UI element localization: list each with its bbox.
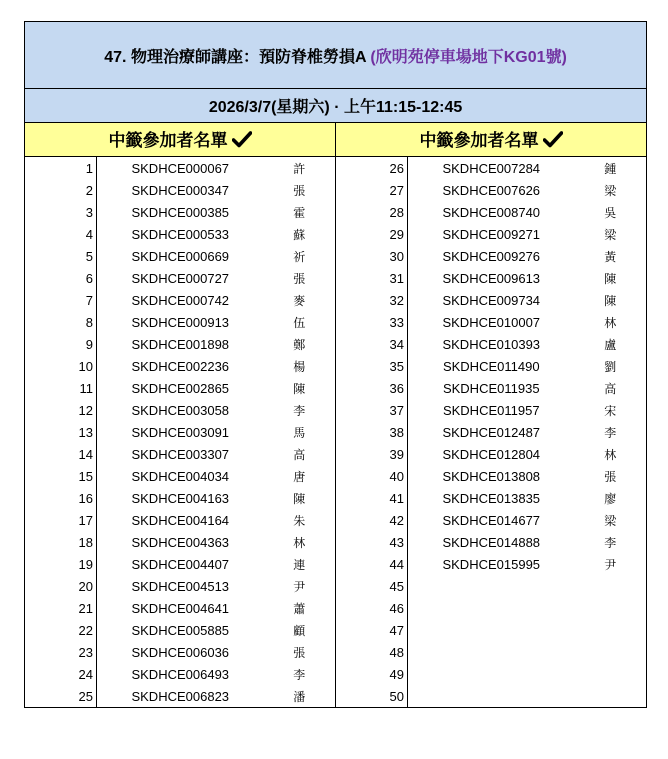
right-entry-number: 31 [336, 267, 408, 289]
right-entry-code: SKDHCE011957 [408, 399, 575, 421]
right-entry-name: 林 [575, 311, 647, 333]
right-entry-code: SKDHCE013835 [408, 487, 575, 509]
left-entry-number: 23 [25, 641, 97, 663]
table-row [25, 619, 647, 641]
right-entry-name: 陳 [575, 267, 647, 289]
left-entry-name: 鄭 [264, 333, 336, 355]
page-title [25, 22, 647, 89]
table-row [25, 487, 647, 509]
right-entry-code: SKDHCE014677 [408, 509, 575, 531]
right-entry-name: 張 [575, 465, 647, 487]
left-entry-number: 5 [25, 245, 97, 267]
table-row [25, 157, 647, 180]
left-entry-number: 10 [25, 355, 97, 377]
right-entry-code [408, 597, 575, 619]
left-entry-name: 林 [264, 531, 336, 553]
left-entry-name: 顧 [264, 619, 336, 641]
table-row [25, 245, 647, 267]
right-entry-name: 李 [575, 531, 647, 553]
right-entry-name [575, 575, 647, 597]
left-entry-code: SKDHCE002865 [97, 377, 264, 399]
table-row [25, 465, 647, 487]
left-entry-number: 18 [25, 531, 97, 553]
left-entry-name: 張 [264, 641, 336, 663]
left-entry-code: SKDHCE002236 [97, 355, 264, 377]
left-entry-name: 楊 [264, 355, 336, 377]
left-entry-number: 4 [25, 223, 97, 245]
left-entry-number: 20 [25, 575, 97, 597]
right-header-label: 中籤參加者名單 [419, 131, 539, 150]
left-entry-code: SKDHCE000067 [97, 157, 264, 180]
left-entry-number: 8 [25, 311, 97, 333]
table-row [25, 421, 647, 443]
left-entry-code: SKDHCE005885 [97, 619, 264, 641]
right-entry-number: 40 [336, 465, 408, 487]
right-entry-name: 尹 [575, 553, 647, 575]
right-entry-code [408, 575, 575, 597]
left-entry-name: 伍 [264, 311, 336, 333]
table-row [25, 223, 647, 245]
right-entry-code: SKDHCE011935 [408, 377, 575, 399]
right-entry-name: 梁 [575, 223, 647, 245]
left-entry-code: SKDHCE003058 [97, 399, 264, 421]
right-entry-code: SKDHCE007626 [408, 179, 575, 201]
left-entry-number: 9 [25, 333, 97, 355]
left-entry-name: 朱 [264, 509, 336, 531]
table-row [25, 597, 647, 619]
table-row [25, 663, 647, 685]
left-entry-number: 16 [25, 487, 97, 509]
table-row [25, 553, 647, 575]
table-row [25, 575, 647, 597]
table-row [25, 355, 647, 377]
left-entry-number: 22 [25, 619, 97, 641]
check-icon [543, 131, 563, 153]
right-entry-code: SKDHCE011490 [408, 355, 575, 377]
right-entry-number: 26 [336, 157, 408, 180]
right-entry-code: SKDHCE009734 [408, 289, 575, 311]
check-icon [232, 131, 252, 153]
left-entry-number: 24 [25, 663, 97, 685]
left-entry-number: 19 [25, 553, 97, 575]
left-entry-name: 麥 [264, 289, 336, 311]
right-entry-name: 林 [575, 443, 647, 465]
left-entry-code: SKDHCE000727 [97, 267, 264, 289]
left-entry-number: 12 [25, 399, 97, 421]
right-entry-number: 32 [336, 289, 408, 311]
title-row [25, 22, 647, 89]
left-entry-number: 11 [25, 377, 97, 399]
left-entry-number: 21 [25, 597, 97, 619]
left-entry-code: SKDHCE006823 [97, 685, 264, 708]
left-entry-code: SKDHCE004163 [97, 487, 264, 509]
table-row [25, 179, 647, 201]
table-row [25, 289, 647, 311]
left-entry-name: 許 [264, 157, 336, 180]
right-entry-code: SKDHCE015995 [408, 553, 575, 575]
left-entry-name: 潘 [264, 685, 336, 708]
right-entry-number: 38 [336, 421, 408, 443]
right-entry-code: SKDHCE012487 [408, 421, 575, 443]
left-entry-code: SKDHCE000385 [97, 201, 264, 223]
left-entry-code: SKDHCE000913 [97, 311, 264, 333]
right-entry-number: 37 [336, 399, 408, 421]
right-entry-name [575, 663, 647, 685]
left-entry-name: 連 [264, 553, 336, 575]
right-entry-code: SKDHCE009613 [408, 267, 575, 289]
left-entry-name: 高 [264, 443, 336, 465]
table-row [25, 685, 647, 708]
right-entry-name [575, 641, 647, 663]
left-entry-code: SKDHCE004164 [97, 509, 264, 531]
left-entry-code: SKDHCE000669 [97, 245, 264, 267]
left-entry-code: SKDHCE000742 [97, 289, 264, 311]
right-entry-number: 27 [336, 179, 408, 201]
left-entry-name: 唐 [264, 465, 336, 487]
left-entry-number: 14 [25, 443, 97, 465]
right-entry-name [575, 597, 647, 619]
left-entry-name: 陳 [264, 487, 336, 509]
left-entry-code: SKDHCE004363 [97, 531, 264, 553]
table-row [25, 531, 647, 553]
right-entry-number: 35 [336, 355, 408, 377]
right-entry-code: SKDHCE014888 [408, 531, 575, 553]
left-entry-code: SKDHCE004513 [97, 575, 264, 597]
right-entry-name [575, 685, 647, 708]
left-entry-name: 張 [264, 179, 336, 201]
left-entry-number: 25 [25, 685, 97, 708]
right-entry-code: SKDHCE012804 [408, 443, 575, 465]
right-entry-name: 劉 [575, 355, 647, 377]
right-entry-code: SKDHCE007284 [408, 157, 575, 180]
left-entry-code: SKDHCE001898 [97, 333, 264, 355]
right-entry-code: SKDHCE010393 [408, 333, 575, 355]
table-row [25, 641, 647, 663]
left-entry-code: SKDHCE003307 [97, 443, 264, 465]
title-location: (欣明苑停車場地下KG01號) [370, 48, 567, 66]
table-row [25, 267, 647, 289]
date-line: 2026/3/7(星期六) · 上午11:15-12:45 [25, 89, 647, 123]
table-row [25, 509, 647, 531]
right-entry-name: 廖 [575, 487, 647, 509]
left-entry-name: 李 [264, 663, 336, 685]
table-row [25, 333, 647, 355]
right-entry-number: 49 [336, 663, 408, 685]
right-entry-number: 46 [336, 597, 408, 619]
participant-list-sheet [24, 21, 647, 708]
right-entry-number: 47 [336, 619, 408, 641]
left-entry-name: 馬 [264, 421, 336, 443]
left-entry-name: 霍 [264, 201, 336, 223]
right-entry-number: 28 [336, 201, 408, 223]
right-entry-code [408, 641, 575, 663]
right-entry-name: 鍾 [575, 157, 647, 180]
right-entry-code: SKDHCE010007 [408, 311, 575, 333]
table-row [25, 311, 647, 333]
left-entry-number: 17 [25, 509, 97, 531]
right-entry-number: 45 [336, 575, 408, 597]
right-entry-number: 36 [336, 377, 408, 399]
left-entry-name: 蕭 [264, 597, 336, 619]
title-main: 47. 物理治療師講座：預防脊椎勞損A [104, 48, 371, 66]
left-entry-name: 祈 [264, 245, 336, 267]
left-entry-name: 李 [264, 399, 336, 421]
left-entry-code: SKDHCE000533 [97, 223, 264, 245]
right-entry-number: 33 [336, 311, 408, 333]
right-entry-name: 盧 [575, 333, 647, 355]
left-entry-code: SKDHCE006036 [97, 641, 264, 663]
table-row [25, 201, 647, 223]
right-entry-name: 陳 [575, 289, 647, 311]
right-entry-name [575, 619, 647, 641]
left-entry-name: 蘇 [264, 223, 336, 245]
right-column-header [336, 123, 647, 157]
left-entry-code: SKDHCE003091 [97, 421, 264, 443]
right-entry-name: 黃 [575, 245, 647, 267]
left-entry-name: 尹 [264, 575, 336, 597]
left-entry-number: 6 [25, 267, 97, 289]
left-entry-code: SKDHCE004641 [97, 597, 264, 619]
left-entry-name: 陳 [264, 377, 336, 399]
right-entry-code [408, 619, 575, 641]
right-entry-name: 梁 [575, 509, 647, 531]
right-entry-number: 42 [336, 509, 408, 531]
right-entry-number: 34 [336, 333, 408, 355]
right-entry-number: 39 [336, 443, 408, 465]
right-entry-code [408, 663, 575, 685]
right-entry-code [408, 685, 575, 708]
right-entry-code: SKDHCE009276 [408, 245, 575, 267]
left-entry-number: 1 [25, 157, 97, 180]
left-entry-name: 張 [264, 267, 336, 289]
right-entry-number: 41 [336, 487, 408, 509]
left-entry-code: SKDHCE004034 [97, 465, 264, 487]
right-entry-name: 梁 [575, 179, 647, 201]
right-entry-name: 宋 [575, 399, 647, 421]
right-entry-number: 43 [336, 531, 408, 553]
left-entry-code: SKDHCE006493 [97, 663, 264, 685]
right-entry-name: 李 [575, 421, 647, 443]
right-entry-number: 48 [336, 641, 408, 663]
right-entry-name: 高 [575, 377, 647, 399]
left-entry-code: SKDHCE004407 [97, 553, 264, 575]
table-row [25, 399, 647, 421]
right-entry-code: SKDHCE013808 [408, 465, 575, 487]
table-row [25, 443, 647, 465]
right-entry-number: 30 [336, 245, 408, 267]
right-entry-number: 29 [336, 223, 408, 245]
left-entry-number: 15 [25, 465, 97, 487]
right-entry-number: 50 [336, 685, 408, 708]
table-row [25, 377, 647, 399]
right-entry-code: SKDHCE009271 [408, 223, 575, 245]
right-entry-number: 44 [336, 553, 408, 575]
date-row [25, 89, 647, 123]
left-entry-number: 7 [25, 289, 97, 311]
column-header-row [25, 123, 647, 157]
left-header-label: 中籤參加者名單 [108, 131, 228, 150]
right-entry-name: 吳 [575, 201, 647, 223]
left-entry-number: 13 [25, 421, 97, 443]
left-entry-number: 3 [25, 201, 97, 223]
left-entry-code: SKDHCE000347 [97, 179, 264, 201]
left-entry-number: 2 [25, 179, 97, 201]
right-entry-code: SKDHCE008740 [408, 201, 575, 223]
left-column-header [25, 123, 336, 157]
